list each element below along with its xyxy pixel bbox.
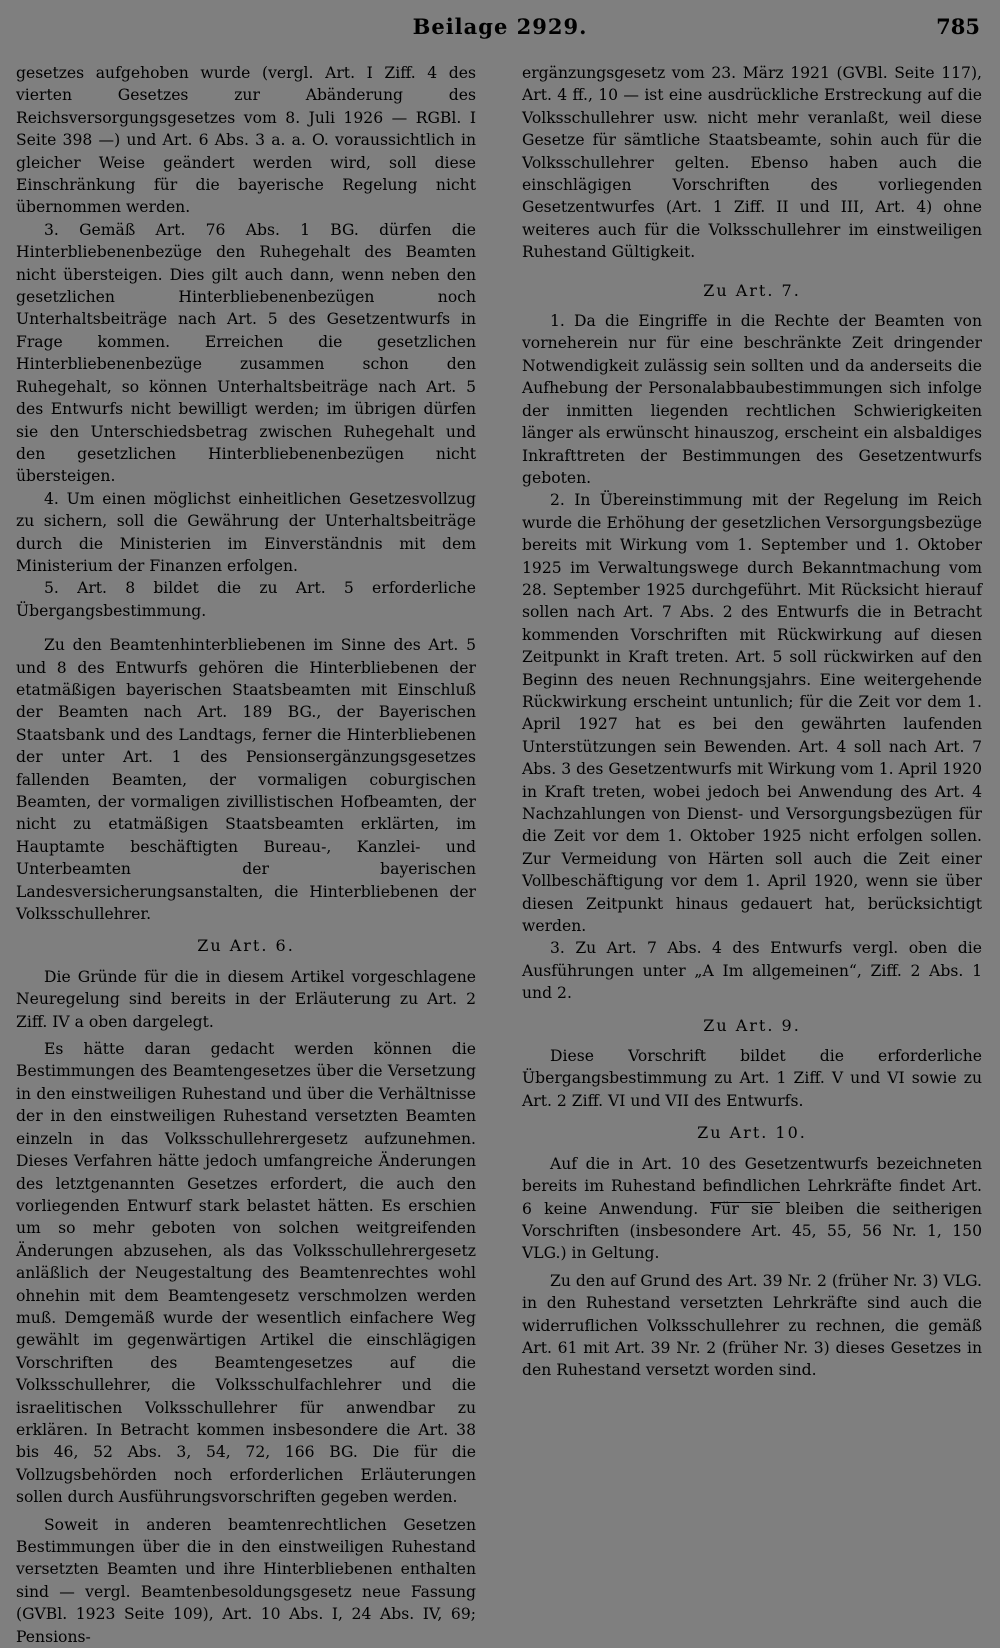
paragraph: Zu den auf Grund des Art. 39 Nr. 2 (früher Nr. 3) VLG. in den Ruhestand versetzten Lehrkräfte sind auch die widerruflichen Volksschullehrer zu rechnen, die gemäß Art. 61 mit Art. 39 Nr. 2 (früher Nr. 3) dieses Gesetzes in den Ruhestand versetzt worden sind. xyxy=(522,1271,982,1380)
paragraph: Soweit in anderen beamtenrechtlichen Gesetzen Bestimmungen über die in den einstweiligen Ruhestand versetzten Beamten und ihre Hinterbliebenen enthalten sind — vergl. Beamtenbesoldungsgesetz neue Fassung (GVBl. 1923 Seite 109), Art. 10 Abs. I, 24 Abs. IV, 69; Pensions- xyxy=(16,1515,476,1646)
end-rule xyxy=(710,1202,780,1204)
paragraph: 3. Gemäß Art. 76 Abs. 1 BG. dürfen die Hinterbliebenenbezüge den Ruhegehalt des Beamten nicht übersteigen. Dies gilt auch dann, wenn neben den gesetzlichen Hinterbliebenenbezügen noch Unterhaltsbeiträge nach Art. 5 des Gesetzentwurfs in Frage kommen. Erreichen die gesetzlichen Hinterbliebenenbezüge zusammen schon den Ruhegehalt, so können Unterhaltsbeiträge nach Art. 5 des Entwurfs nicht bewilligt werden; im übrigen dürfen sie den Unterschiedsbetrag zwischen Ruhegehalt und den gesetzlichen Hinterbliebenenbezügen nicht übersteigen. xyxy=(16,220,476,486)
paragraph: 3. Zu Art. 7 Abs. 4 des Entwurfs vergl. oben die Ausführungen unter „A Im allgemeinen“, Ziff. 2 Abs. 1 und 2. xyxy=(522,939,982,1003)
paragraph: gesetzes aufgehoben wurde (vergl. Art. I Ziff. 4 des vierten Gesetzes zur Abänderung des Reichsversorgungsgesetzes vom 8. Juli 1926 — RGBl. I Seite 398 —) und Art. 6 Abs. 3 a. a. O. voraussichtlich in gleicher Weise geändert werden wird, soll diese Einschränkung für die bayerische Regelung nicht übernommen werden. xyxy=(16,64,476,217)
paragraph: Zu den Beamtenhinterbliebenen im Sinne des Art. 5 und 8 des Entwurfs gehören die Hinterbliebenen der etatmäßigen bayerischen Staatsbeamten mit Einschluß der Beamten nach Art. 189 BG., der Bayerischen Staatsbank und des Landtags, ferner die Hinterbliebenen der unter Art. 1 des Pensionsergänzungsgesetzes fallenden Beamten, der vormaligen coburgischen Beamten, der vormaligen zivillistischen Hofbeamten, der nicht zu etatmäßigen Staatsbeamten erklärten, im Hauptamte beschäftigten Bureau-, Kanzlei- und Unterbeamten der bayerischen Landesversicherungsanstalten, die Hinterbliebenen der Volksschullehrer. xyxy=(16,636,476,924)
paragraph: Auf die in Art. 10 des Gesetzentwurfs bezeichneten bereits im Ruhestand befindlichen Lehrkräfte findet Art. 6 keine Anwendung. Für sie bleiben die seitherigen Vorschriften (insbesondere Art. 45, 55, 56 Nr. 1, 150 VLG.) in Geltung. xyxy=(522,1154,982,1263)
paragraph: Diese Vorschrift bildet die erforderliche Übergangsbestimmung zu Art. 1 Ziff. V und VI sowie zu Art. 2 Ziff. VI und VII des Entwurfs. xyxy=(522,1047,982,1110)
paragraph: 4. Um einen möglichst einheitlichen Gesetzesvollzug zu sichern, soll die Gewährung der Unterhaltsbeiträge durch die Ministerien im Einverständnis mit dem Ministerium der Finanzen erfolgen. xyxy=(16,489,476,575)
section-heading: Zu Art. 10. xyxy=(697,1123,807,1143)
paragraph: 1. Da die Eingriffe in die Rechte der Beamten von vorneherein nur für eine beschränkte Zeit dringender Notwendigkeit zulässig sein sollten und da anderseits die Aufhebung der Personalabbaubestimmungen sich infolge der inmitten liegenden rechtlichen Schwierigkeiten länger als erwünscht hinauszog, erscheint ein alsbaldiges Inkrafttreten der Bestimmungen des Gesetzentwurfs geboten. xyxy=(522,312,982,487)
page-title: Beilage 2929. xyxy=(412,14,588,39)
section-heading: Zu Art. 7. xyxy=(703,280,801,300)
paragraph: Es hätte daran gedacht werden können die Bestimmungen des Beamtengesetzes über die Versetzung in den einstweiligen Ruhestand und über die Verhältnisse der in den einstweiligen Ruhestand versetzten Beamten einzeln in das Volksschullehrergesetz aufzunehmen. Dieses Verfahren hätte jedoch umfangreiche Änderungen des letztgenannten Gesetzes erfordert, die auch den vorliegenden Entwurf stark belastet hätten. Es erschien um so mehr geboten von solchen weitgreifenden Änderungen abzusehen, als das Volksschullehrergesetz anläßlich der Neugestaltung des Beamtenrechtes wohl ohnehin mit dem Beamtengesetz verschmolzen werden muß. Demgemäß wurde der wesentlich einfachere Weg gewählt im gegenwärtigen Artikel die einschlägigen Vorschriften des Beamtengesetzes auf die Volksschullehrer, die Volksschulfachlehrer und die israelitischen Volksschullehrer für anwendbar zu erklären. In Betracht kommen insbesondere die Art. 38 bis 46, 52 Abs. 3, 54, 72, 166 BG. Die für die Vollzugsbehörden noch erforderlichen Erläuterungen sollen durch Ausführungsvorschriften gegeben werden. xyxy=(16,1040,476,1507)
paragraph: Die Gründe für die in diesem Artikel vorgeschlagene Neuregelung sind bereits in der Erläuterung zu Art. 2 Ziff. IV a oben dargelegt. xyxy=(16,967,476,1031)
page-number: 785 xyxy=(936,14,980,39)
paragraph: 5. Art. 8 bildet die zu Art. 5 erforderliche Übergangsbestimmung. xyxy=(16,579,476,620)
section-heading: Zu Art. 9. xyxy=(703,1015,801,1035)
paragraph: 2. In Übereinstimmung mit der Regelung im Reich wurde die Erhöhung der gesetzlichen Versorgungsbezüge bereits mit Wirkung vom 1. September und 1. Oktober 1925 im Verwaltungswege durch Bekanntmachung vom 28. September 1925 durchgeführt. Mit Rücksicht hierauf sollen nach Art. 7 Abs. 2 des Entwurfs die in Betracht kommenden Vorschriften mit Rückwirkung auf diesen Zeitpunkt in Kraft treten. Art. 5 soll rückwirken auf den Beginn des neuen Rechnungsjahrs. Eine weitergehende Rückwirkung erscheint untunlich; für die Zeit vor dem 1. April 1927 hat es bei den gewährten laufenden Unterstützungen sein Bewenden. Art. 4 soll nach Art. 7 Abs. 3 des Gesetzentwurfs mit Wirkung vom 1. April 1920 in Kraft treten, wobei jedoch bei Anwendung des Art. 4 Nachzahlungen von Dienst- und Versorgungsbezügen für die Zeit vor dem 1. Oktober 1925 nicht erfolgen sollen. Zur Vermeidung von Härten soll auch die Zeit einer Vollbeschäftigung vor dem 1. April 1920, wenn sie über diesen Zeitpunkt hinaus gedauert hat, berücksichtigt werden. xyxy=(522,491,982,936)
page-header xyxy=(0,14,1000,48)
right-column xyxy=(522,62,982,1382)
left-column xyxy=(16,62,476,1648)
paragraph: ergänzungsgesetz vom 23. März 1921 (GVBl. Seite 117), Art. 4 ff., 10 — ist eine ausdrückliche Erstreckung auf die Volksschullehrer usw. nicht mehr veranlaßt, weil diese Gesetze für sämtliche Staatsbeamte, sohin auch für die Volksschullehrer gelten. Ebenso haben auch die einschlägigen Vorschriften des vorliegenden Gesetzentwurfes (Art. 1 Ziff. II und III, Art. 4) ohne weiteres auch für die Volksschullehrer im einstweiligen Ruhestand Gültigkeit. xyxy=(522,64,982,262)
section-heading: Zu Art. 6. xyxy=(197,936,295,956)
